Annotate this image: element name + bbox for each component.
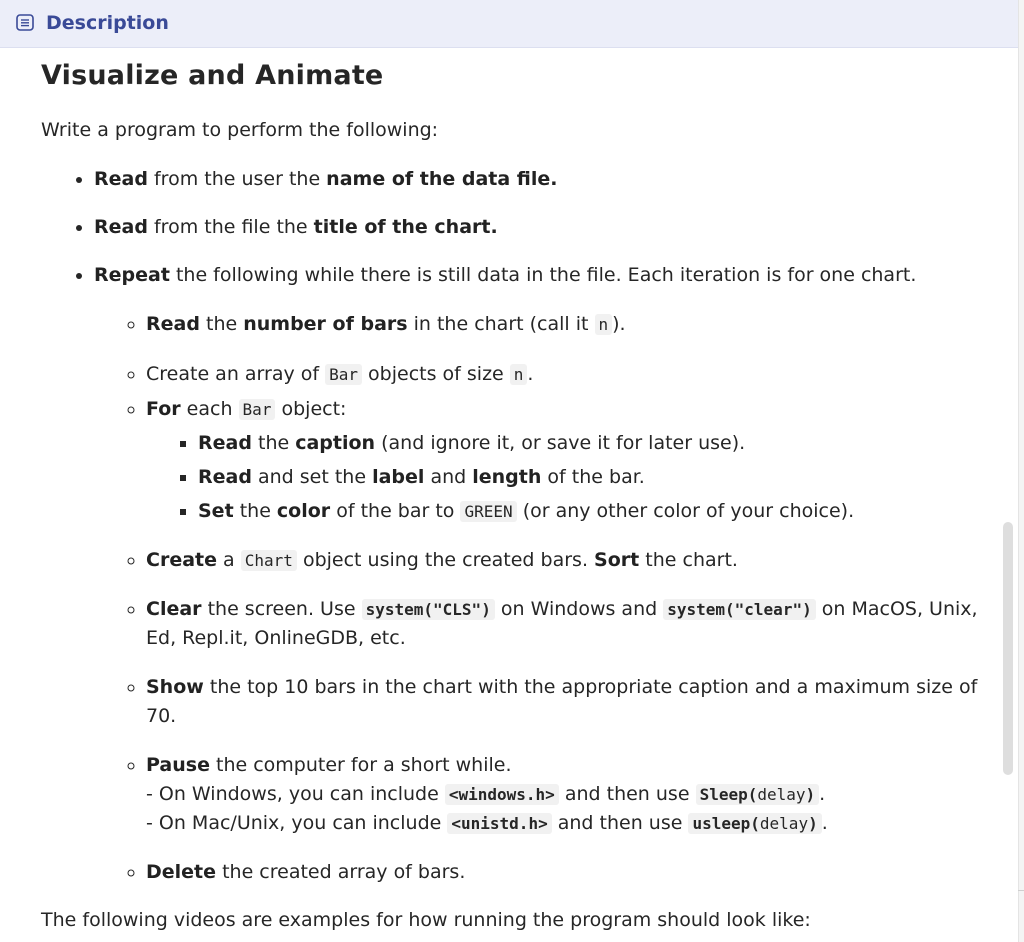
list-item-bold: Repeat [94,264,170,286]
list-item-bold: color [276,500,331,522]
list-item-text: from the file the [147,216,314,238]
list-item [146,595,991,653]
steps-list [41,165,991,887]
list-item [146,858,991,887]
inline-code: system("CLS") [362,599,495,620]
list-item-text: the computer for a short while. [209,754,512,776]
list-item-text: a [217,549,241,571]
list-item-text: the chart. [639,549,738,571]
sub-steps-list [94,310,991,887]
list-item-text: and then use [558,783,696,805]
list-item-text: - On Mac/Unix, you can include [146,812,448,834]
list-item-text: the created array of bars. [216,861,466,883]
inline-code: delay [757,785,806,804]
header-title: Description [46,12,169,34]
list-item-bold: name of the data file. [326,168,558,190]
list-item [146,360,991,389]
inline-code: ) [808,814,818,833]
list-item-bold: label [372,466,425,488]
intro-text: Write a program to perform the following: [41,119,439,141]
list-item-text: the top 10 bars in the chart with the appropriate caption and a maximum size of 70. [146,676,978,727]
list-item-bold: Delete [146,861,217,883]
list-item-text: each [180,398,239,420]
scrollbar-track[interactable] [1018,0,1024,942]
list-item [146,751,991,838]
list-item [146,546,991,575]
list-item-bold: Clear [146,598,202,620]
list-item [198,429,991,458]
inline-code: n [595,314,613,335]
list-item-bold: caption [295,432,376,454]
list-item-bold: Sort [594,549,640,571]
scrollbar-thumb[interactable] [1003,522,1013,775]
list-item-bold: Read [94,168,148,190]
list-item-text: objects of size [362,363,510,385]
list-item-bold: For [146,398,181,420]
list-item-text: object using the created bars. [296,549,595,571]
list-item-text: in the chart (call it [407,313,595,335]
list-item-text: the [233,500,277,522]
list-item [94,261,991,887]
list-item-bold: Show [146,676,204,698]
list-item-text: . [821,812,828,834]
list-item-bold: Read [94,216,148,238]
list-item-bold: Create [146,549,217,571]
divider [1018,890,1024,891]
list-item-text: (or any other color of your choice). [516,500,855,522]
list-item [198,463,991,492]
list-item-text: from the user the [147,168,327,190]
list-item-bold: Pause [146,754,210,776]
list-item-text: on Windows and [494,598,664,620]
list-item-text: and then use [551,812,689,834]
list-item-text: and [424,466,473,488]
list-item-bold: title of the chart. [313,216,498,238]
inline-code: usleep( [692,814,760,833]
list-item-text: - On Windows, you can include [146,783,445,805]
list-item [94,213,991,242]
list-item [94,165,991,194]
list-item-text: the [199,313,244,335]
inline-code: Bar [239,399,276,420]
document-icon [16,14,34,31]
inline-code: delay [759,814,809,833]
list-item-text: ). [612,313,626,335]
list-item-text: of the bar. [541,466,645,488]
list-item [146,673,991,731]
list-item-text: and set the [251,466,373,488]
list-item [198,497,991,526]
list-item-text: the [251,432,296,454]
description-header[interactable] [0,0,1018,48]
list-item-text: Create an array of [146,363,326,385]
inline-code: system("clear") [663,599,816,620]
page-title: Visualize and Animate [41,60,384,91]
list-item-text: (and ignore it, or save it for later use). [375,432,746,454]
inline-code: Bar [325,364,362,385]
list-item-text: on MacOS, Unix, Ed, Repl.it, OnlineGDB, etc. [146,598,978,649]
list-item-text: of the bar to [330,500,461,522]
outro-text: The following videos are examples for how running the program should look like: [41,909,811,931]
list-item-text: . [819,783,826,805]
inline-code: <windows.h> [445,784,559,805]
list-item-bold: Read [146,313,200,335]
description-content [41,58,991,935]
inline-code: GREEN [460,501,516,522]
list-item-bold: Read [198,432,252,454]
inline-code: ) [805,785,816,804]
inline-code: Sleep( [699,785,758,804]
list-item-text: . [527,363,534,385]
list-item-text: the screen. Use [201,598,362,620]
list-item-bold: Read [198,466,252,488]
inline-code: Chart [241,550,297,571]
list-item-text: the following while there is still data in the file. Each iteration is for one chart. [169,264,917,286]
list-item-bold: Set [198,500,234,522]
inline-code: n [510,364,528,385]
list-item [146,310,991,339]
bar-steps-list [146,429,991,526]
list-item [146,395,991,526]
list-item-text: object: [275,398,347,420]
list-item-bold: number of bars [243,313,408,335]
list-item-bold: length [472,466,542,488]
inline-code: <unistd.h> [447,813,551,834]
